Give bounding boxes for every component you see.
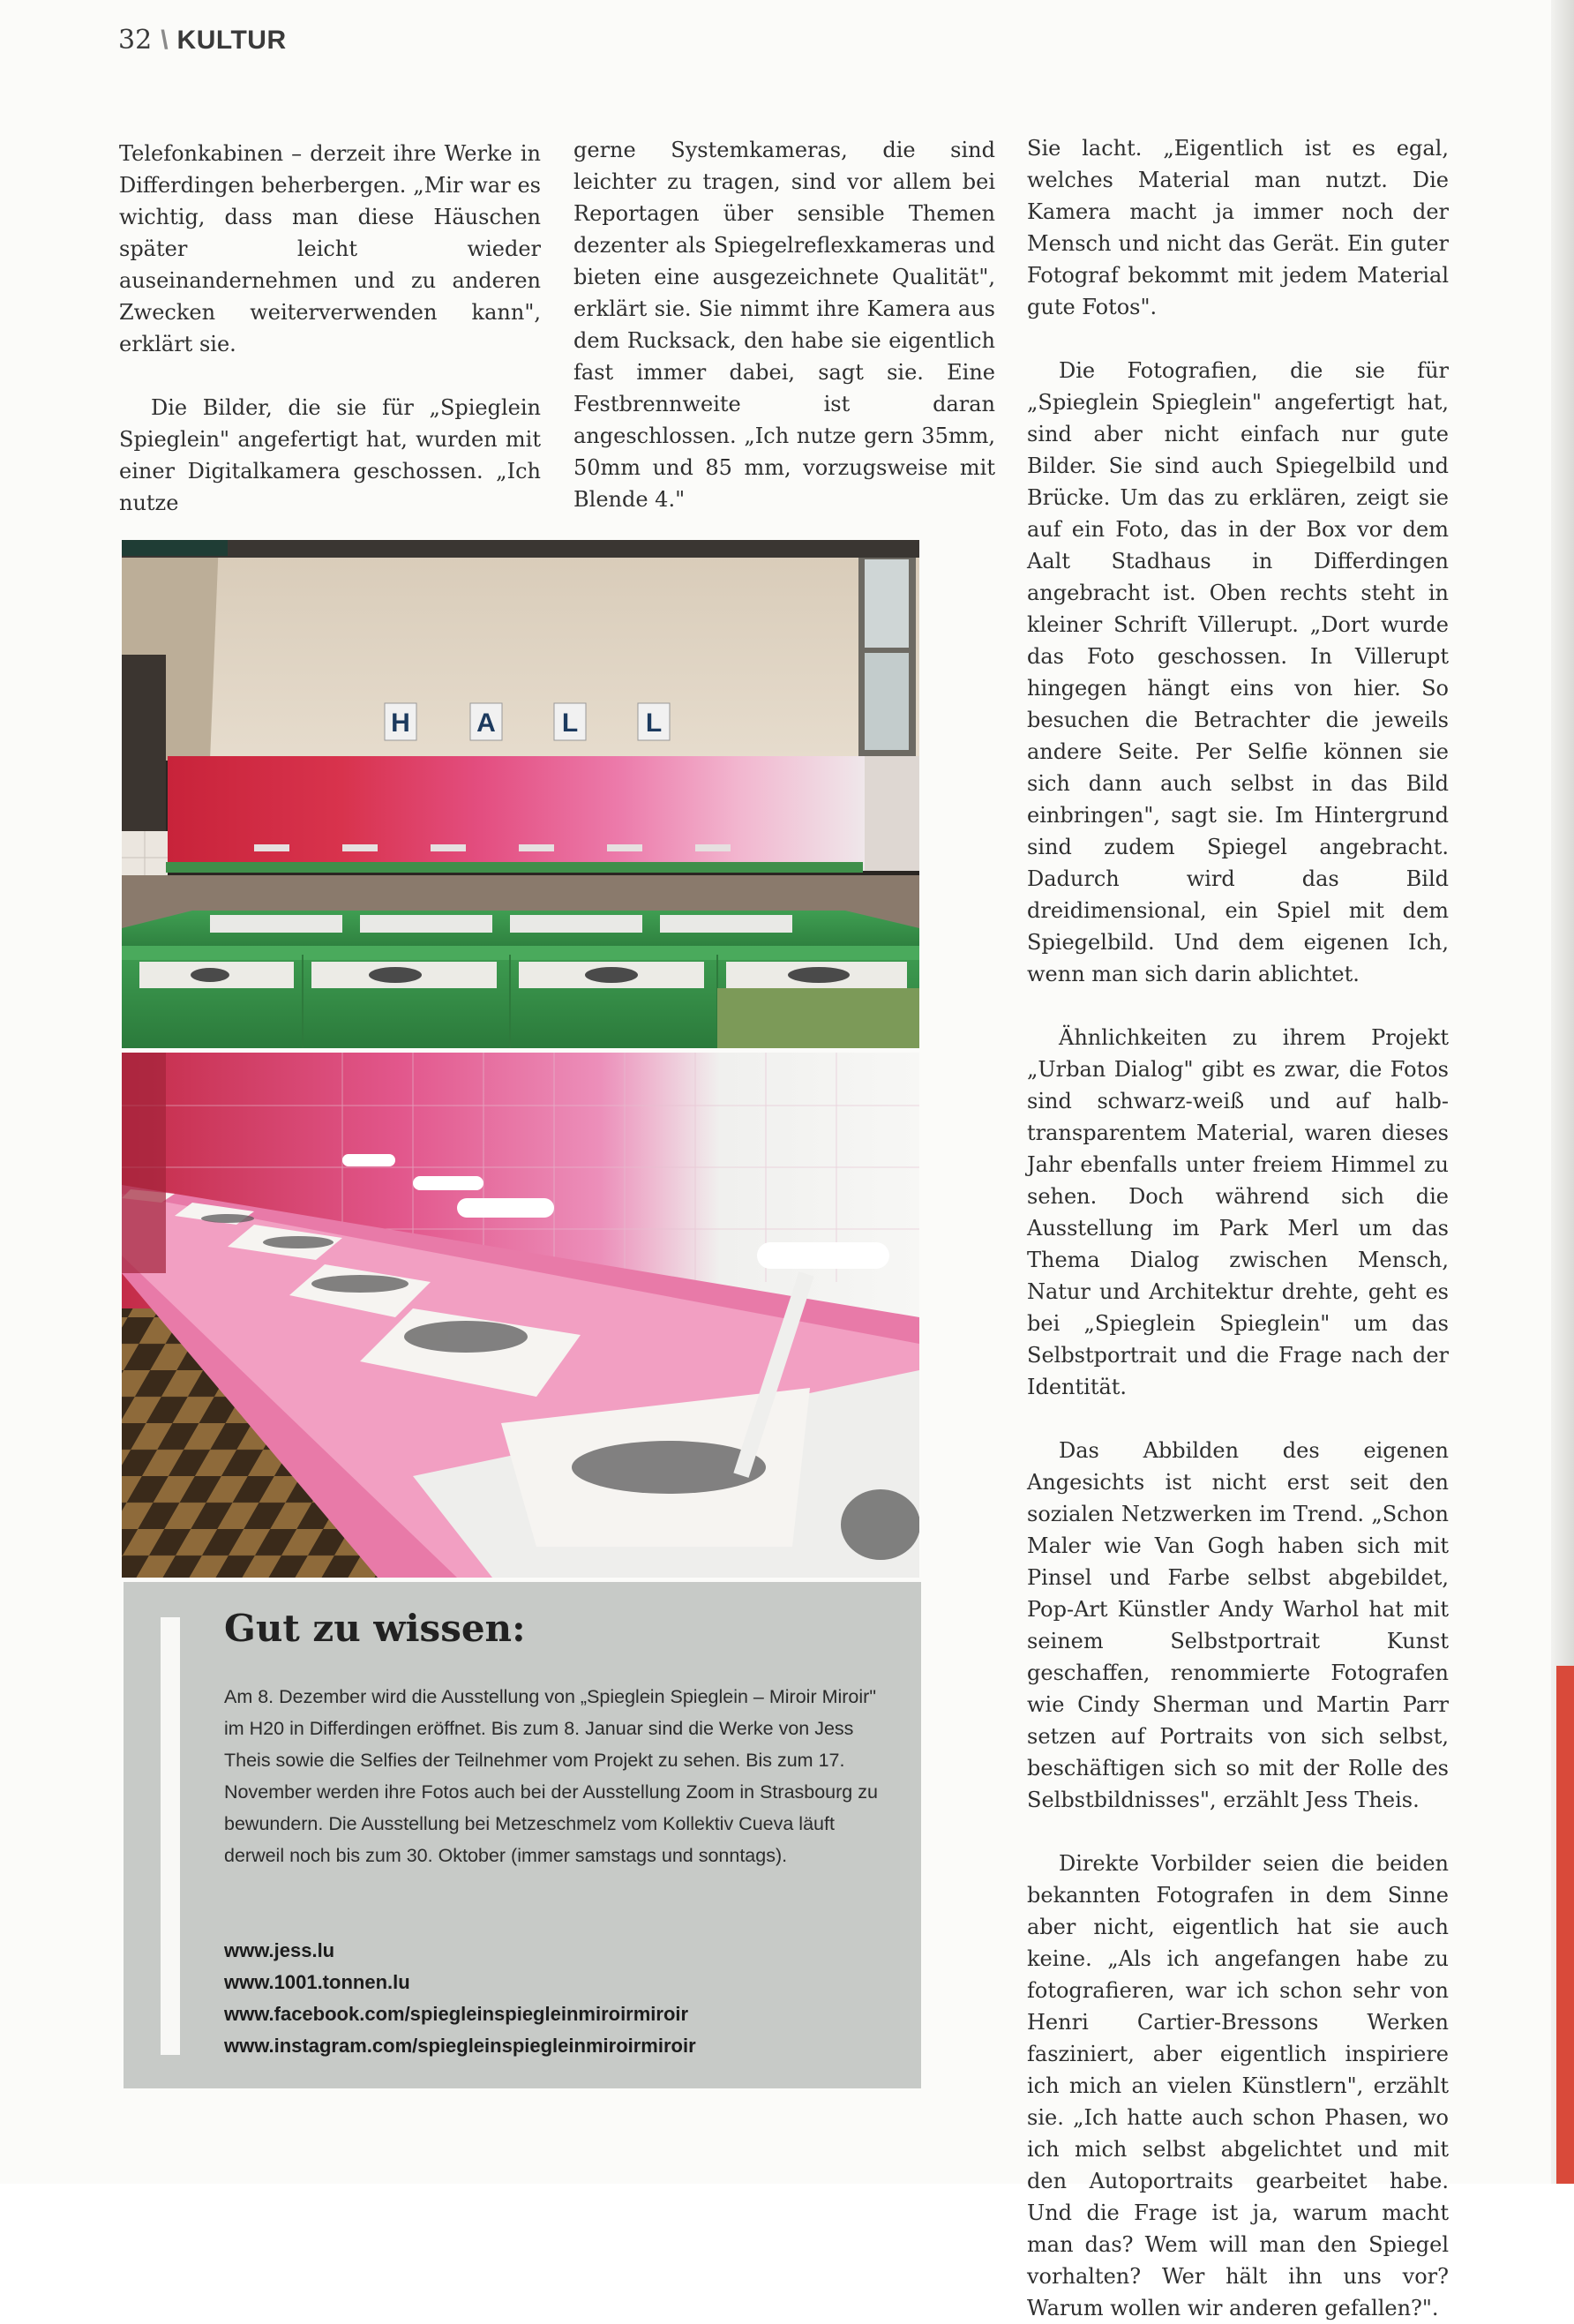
link-instagram[interactable]: www.instagram.com/spiegleinspiegleinmiroirmiroir (224, 2035, 696, 2057)
photo-pink-sinks (122, 1053, 919, 1578)
link-1001-tonnen[interactable]: www.1001.tonnen.lu (224, 1971, 410, 1993)
info-box (124, 1582, 921, 2088)
page-number: 32 (118, 25, 153, 56)
info-box-title: Gut zu wissen: (224, 1607, 526, 1650)
photo-pink-sinks-image (122, 1053, 919, 1578)
wall-letter: L (561, 708, 579, 738)
paragraph: Direkte Vorbilder seien die beiden bekannten Fotografen in dem Sinne aber nicht, eigentlich hat sie auch keine. „Als ich angefangen habe zu fotografieren, war ich schon sehr von Henri Cartier-Bressons Werken fasziniert, aber eigentlich inspiriere ich mich an vielen Künstlern", erzählt sie. „Ich hatte auch schon Phasen, wo ich mich selbst abgelichtet und mit den Autoportraits gearbeitet habe. Und die Frage ist ja, warum macht man das? Wem will man den Spiegel vorhalten? Wer hält ihn uns vor? Warum wollen wir anderen gefallen?". (1027, 1851, 1449, 2320)
link-facebook[interactable]: www.facebook.com/spiegleinspiegleinmiroirmiroir (224, 2003, 689, 2025)
page-header (118, 25, 287, 56)
wall-letter: L (645, 708, 663, 738)
red-page-tab (1556, 1666, 1574, 2184)
link-jess[interactable]: www.jess.lu (224, 1939, 335, 1961)
paragraph: Ähnlichkeiten zu ihrem Projekt „Urban Dialog" gibt es zwar, die Fotos sind schwarz-weiß und auf halb-transparentem Material, waren dieses Jahr ebenfalls unter freiem Himmel zu sehen. Doch während sich die Ausstellung im Park Merl um das Thema Dialog zwischen Mensch, Natur und Architektur drehte, geht es bei „Spieglein Spieglein" um das Selbstportrait und die Frage nach der Identität. (1027, 1025, 1449, 1399)
info-box-links (224, 1935, 895, 2062)
paragraph: Das Abbilden des eigenen Angesichts ist nicht erst seit den sozialen Netzwerken im Trend. „Schon Maler wie Van Gogh haben sich mit Pinsel und Farbe selbst abgebildet, Pop-Art Künstler Andy Warhol hat mit seinem Selbstportrait Kunst geschaffen, renommierte Fotografen wie Cindy Sherman und Martin Parr setzen auf Portraits von sich selbst, beschäftigen sich so mit der Rolle des Selbstbildnisses", erzählt Jess Theis. (1027, 1438, 1449, 1812)
section-title: KULTUR (176, 26, 287, 55)
article-column-1 (119, 138, 541, 551)
paragraph: Die Fotografien, die sie für „Spieglein Spieglein" angefertigt hat, sind aber nicht einfach nur gute Bilder. Sie sind auch Spiegelbild und Brücke. Um das zu erklären, zeigt sie auf ein Foto, das in der Box vor dem Aalt Stadhaus in Differdingen angebracht ist. Oben rechts steht in kleiner Schrift Villerupt. „Dort wurde das Foto geschossen. In Villerupt hingegen hängt eins von hier. So besuchen die Betrachter die jeweils andere Seite. Per Selfie können sie sich dann auch selbst in das Bild einbringen", sagt sie. Im Hintergrund sind zudem Spiegel angebracht. Dadurch wird das Bild dreidimensional, ein Spiel mit dem Spiegelbild. Und dem eigenen Ich, wenn man sich darin ablichtet. (1027, 358, 1449, 986)
info-box-body: Am 8. Dezember wird die Ausstellung von „Spieglein Spieglein – Miroir Miroir" im H20 in Differdingen eröffnet. Bis zum 8. Januar sind die Werke von Jess Theis sowie die Selfies der Teilnehmer vom Projekt zu sehen. Bis zum 17. November werden ihre Fotos auch bei der Ausstellung Zoom in Strasbourg zu bewundern. Die Ausstellung bei Metzeschmelz vom Kollektiv Cueva läuft derweil noch bis zum 30. Oktober (immer samstags und sonntags). (224, 1686, 878, 1866)
paragraph: Die Bilder, die sie für „Spieglein Spieglein" angefertigt hat, wurden mit einer Digitalkamera geschossen. „Ich nutze (119, 395, 541, 515)
article-column-3 (1027, 132, 1449, 2324)
paragraph: Sie lacht. „Eigentlich ist es egal, welches Material man nutzt. Die Kamera macht ja immer noch der Mensch und nicht das Gerät. Ein guter Fotograf bekommt mit jedem Material gute Fotos". (1027, 136, 1449, 319)
paragraph: gerne Systemkameras, die sind leichter zu tragen, sind vor allem bei Reportagen über sensible Themen dezenter als Spiegelreflexkameras und bieten eine ausgezeichnete Qualität", erklärt sie. Sie nimmt ihre Kamera aus dem Rucksack, den habe sie eigentlich fast immer dabei, sagt sie. Eine Festbrennweite ist daran angeschlossen. „Ich nutze gern 35mm, 50mm und 85 mm, vorzugsweise mit Blende 4." (573, 138, 995, 512)
info-box-accent-bar (161, 1617, 180, 2055)
header-separator-icon: \ (161, 26, 169, 55)
paragraph: Telefonkabinen – derzeit ihre Werke in Differdingen beherbergen. „Mir war es wichtig, dass man diese Häuschen später leicht wieder auseinandernehmen und zu anderen Zwecken weiterverwenden kann", erklärt sie. (119, 141, 541, 356)
article-column-2 (573, 134, 995, 547)
photo-washroom-hall-image (122, 540, 919, 1048)
wall-letter: A (476, 708, 496, 738)
wall-letter: H (391, 708, 410, 738)
photo-washroom-hall (122, 540, 919, 1048)
